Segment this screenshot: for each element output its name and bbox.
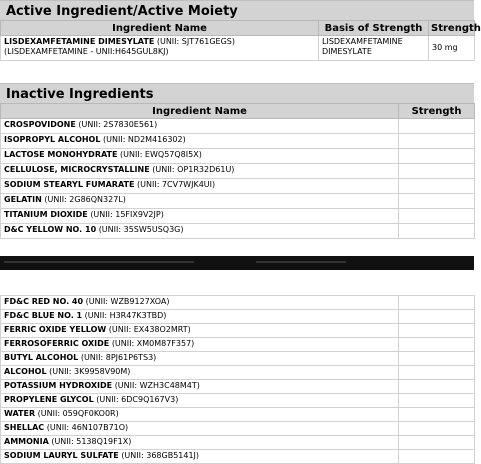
ingredient-unii: (UNII: 059QF0KO0R): [37, 409, 119, 418]
strength-cell: [399, 436, 475, 450]
ingredient-name: TITANIUM DIOXIDE: [4, 210, 88, 219]
ingredient-cell: [1, 380, 399, 394]
ingredient-unii: (UNII: WZH3C48M4T): [114, 381, 200, 390]
ingredient-unii: (UNII: 46N107B71O): [46, 423, 129, 432]
active-ingredient-title: Active Ingredient/Active Moiety: [0, 0, 474, 20]
basis-cell: LISDEXAMFETAMINE DIMESYLATE: [319, 36, 429, 61]
ingredient-cell: [1, 36, 319, 61]
strength-cell: [399, 119, 475, 134]
ingredient-cell: [1, 209, 399, 224]
ingredient-unii: (UNII: 2G86QN327L): [44, 195, 126, 204]
strength-cell: [399, 296, 475, 310]
ingredient-unii: (UNII: SJT761GEGS) (LISDEXAMFETAMINE - UNII:H645GUL8KJ): [4, 37, 236, 56]
table-row: [1, 149, 475, 164]
strength-cell: [399, 134, 475, 149]
table-row: [1, 209, 475, 224]
table-row: [1, 352, 475, 366]
col-ingredient-name: Ingredient Name: [1, 104, 399, 119]
table-row: [1, 324, 475, 338]
band-mark: [4, 261, 194, 263]
strength-cell: [399, 179, 475, 194]
ingredient-unii: (UNII: 5138Q19F1X): [51, 437, 132, 446]
strength-cell: [399, 310, 475, 324]
ingredient-unii: (UNII: 35SW5USQ3G): [98, 225, 184, 234]
strength-cell: [399, 352, 475, 366]
table-row: [1, 366, 475, 380]
ingredient-name: ALCOHOL: [4, 367, 47, 376]
strength-cell: [399, 194, 475, 209]
ingredient-name: CROSPOVIDONE: [4, 120, 76, 129]
strength-cell: [399, 450, 475, 464]
ingredient-name: LISDEXAMFETAMINE DIMESYLATE: [4, 37, 155, 46]
strength-cell: [399, 394, 475, 408]
ingredient-cell: [1, 366, 399, 380]
col-strength: Strength: [399, 104, 475, 119]
ingredient-unii: (UNII: WZB9127XOA): [85, 297, 170, 306]
ingredient-unii: (UNII: H3R47K3TBD): [84, 311, 167, 320]
table-row: [1, 179, 475, 194]
strength-cell: 30 mg: [429, 36, 475, 61]
ingredient-name: SHELLAC: [4, 423, 45, 432]
ingredient-cell: [1, 324, 399, 338]
table-row: [1, 36, 475, 61]
table-row: [1, 380, 475, 394]
strength-cell: [399, 149, 475, 164]
ingredient-cell: [1, 310, 399, 324]
strength-cell: [399, 224, 475, 239]
col-strength: Strength: [429, 21, 475, 36]
ingredient-cell: [1, 224, 399, 239]
col-ingredient-name: Ingredient Name: [1, 21, 319, 36]
inactive-body: [1, 119, 475, 239]
table-row: [1, 450, 475, 464]
ingredient-name: D&C YELLOW NO. 10: [4, 225, 97, 234]
table-row: [1, 119, 475, 134]
ingredient-unii: (UNII: 7CV7WJK4UI): [137, 180, 216, 189]
ingredient-name: CELLULOSE, MICROCRYSTALLINE: [4, 165, 150, 174]
table-row: [1, 408, 475, 422]
inactive-ingredients-table: [0, 103, 475, 239]
table-row: [1, 394, 475, 408]
continued-body: [1, 296, 475, 464]
ingredient-name: ISOPROPYL ALCOHOL: [4, 135, 101, 144]
ingredient-name: SODIUM STEARYL FUMARATE: [4, 180, 135, 189]
strength-cell: [399, 164, 475, 179]
ingredient-unii: (UNII: ND2M416302): [103, 135, 186, 144]
ingredient-name: BUTYL ALCOHOL: [4, 353, 79, 362]
inactive-ingredients-title: Inactive Ingredients: [0, 83, 474, 103]
ingredient-cell: [1, 338, 399, 352]
table-row: [1, 296, 475, 310]
strength-cell: [399, 422, 475, 436]
ingredient-name: FERRIC OXIDE YELLOW: [4, 325, 107, 334]
ingredient-unii: (UNII: XM0M87F357): [111, 339, 195, 348]
ingredient-name: GELATIN: [4, 195, 42, 204]
ingredient-unii: (UNII: 2S7830E561): [78, 120, 158, 129]
table-row: [1, 164, 475, 179]
ingredient-name: FD&C RED NO. 40: [4, 297, 84, 306]
ingredient-name: WATER: [4, 409, 36, 418]
table-row: [1, 436, 475, 450]
ingredient-name: FERROSOFERRIC OXIDE: [4, 339, 110, 348]
continued-ingredients-table: [0, 295, 475, 464]
active-ingredient-table: [0, 20, 481, 61]
table-row: [1, 310, 475, 324]
ingredient-cell: [1, 164, 399, 179]
ingredient-name: FD&C BLUE NO. 1: [4, 311, 83, 320]
strength-cell: [399, 380, 475, 394]
ingredient-cell: [1, 394, 399, 408]
ingredient-unii: (UNII: EWQ57Q8I5X): [120, 150, 202, 159]
continued-block: [0, 295, 475, 464]
ingredient-unii: (UNII: 15FIX9V2JP): [90, 210, 164, 219]
strength-cell: [399, 338, 475, 352]
ingredient-name: PROPYLENE GLYCOL: [4, 395, 94, 404]
strength-cell: [399, 209, 475, 224]
strength-cell: [399, 366, 475, 380]
ingredient-cell: [1, 119, 399, 134]
ingredient-name: AMMONIA: [4, 437, 49, 446]
col-basis-of-strength: Basis of Strength: [319, 21, 429, 36]
ingredient-unii: (UNII: EX438O2MRT): [108, 325, 191, 334]
ingredient-cell: [1, 149, 399, 164]
ingredient-unii: (UNII: 368GB5141J): [121, 451, 200, 460]
table-row: [1, 194, 475, 209]
page-break-band: [0, 256, 474, 270]
ingredient-unii: (UNII: 3K9958V90M): [49, 367, 131, 376]
strength-cell: [399, 408, 475, 422]
ingredient-unii: (UNII: 6DC9Q167V3): [96, 395, 179, 404]
table-row: [1, 422, 475, 436]
band-mark: [256, 261, 346, 263]
ingredient-cell: [1, 450, 399, 464]
ingredient-cell: [1, 408, 399, 422]
table-row: [1, 338, 475, 352]
ingredient-cell: [1, 194, 399, 209]
table-row: [1, 224, 475, 239]
ingredient-unii: (UNII: 8PJ61P6TS3): [80, 353, 157, 362]
ingredient-cell: [1, 436, 399, 450]
ingredient-cell: [1, 134, 399, 149]
table-row: [1, 134, 475, 149]
ingredient-cell: [1, 352, 399, 366]
ingredient-cell: [1, 179, 399, 194]
ingredient-name: POTASSIUM HYDROXIDE: [4, 381, 113, 390]
ingredient-unii: (UNII: OP1R32D61U): [152, 165, 235, 174]
ingredient-name: LACTOSE MONOHYDRATE: [4, 150, 118, 159]
ingredient-cell: [1, 422, 399, 436]
strength-cell: [399, 324, 475, 338]
ingredient-cell: [1, 296, 399, 310]
ingredient-name: SODIUM LAURYL SULFATE: [4, 451, 119, 460]
